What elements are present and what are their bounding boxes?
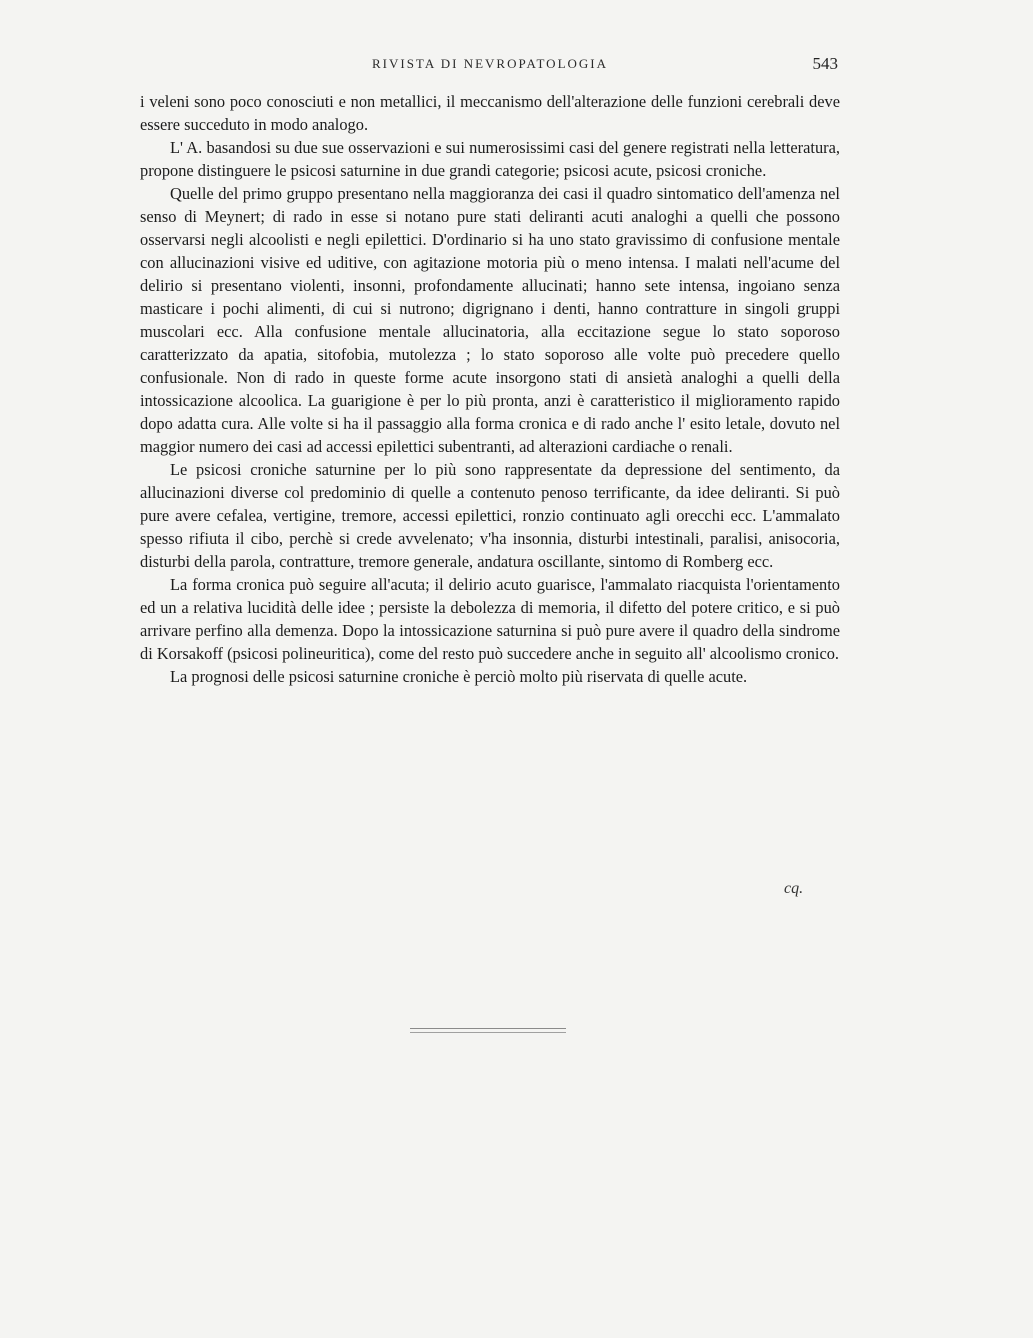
body-text: [140, 90, 840, 688]
divider-line: [410, 1028, 566, 1029]
paragraph: Le psicosi croniche saturnine per lo più sono rappresentate da depressione del sentimento, da allucinazioni diverse col predominio di quelle a contenuto penoso terrificante, da idee deliranti. Si può pure avere cefalea, vertigine, tremore, accessi epilettici, ronzio continuato agli orecchi ecc. L'ammalato spesso rifiuta il cibo, perchè si crede avvelenato; v'ha insonnia, disturbi intestinali, paralisi, anisocoria, disturbi della parola, contratture, tremore generale, andatura oscillante, sintomo di Romberg ecc.: [140, 460, 840, 571]
author-signature: cq.: [784, 880, 804, 897]
paragraph: La prognosi delle psicosi saturnine croniche è perciò molto più riservata di quelle acute.: [170, 667, 748, 686]
page-number: 543: [812, 54, 838, 73]
paragraph: L' A. basandosi su due sue osservazioni e sui numerosissimi casi del genere registrati nella letteratura, propone distinguere le psicosi saturnine in due grandi categorie; psicosi acute, psicosi croniche.: [140, 138, 840, 180]
end-divider: [410, 1028, 566, 1034]
divider-line: [410, 1032, 566, 1033]
running-title: RIVISTA DI NEVROPATOLOGIA: [371, 56, 609, 71]
paragraph: i veleni sono poco conosciuti e non metallici, il meccanismo dell'alterazione delle funzioni cerebrali deve essere succeduto in modo analogo.: [140, 92, 840, 134]
paragraph: Quelle del primo gruppo presentano nella maggioranza dei casi il quadro sintomatico dell'amenza nel senso di Meynert; di rado in esse si notano pure stati deliranti acuti analoghi a quelli che possono osservarsi negli alcoolisti e negli epilettici. D'ordinario si ha uno stato gravissimo di confusione mentale con allucinazioni visive ed uditive, con agitazione motoria più o meno intensa. I malati nell'acume del delirio si presentano violenti, insonni, profondamente allucinati; hanno sete intensa, ingoiano senza masticare i pochi alimenti, di cui si nutrono; digrignano i denti, hanno contratture in singoli gruppi muscolari ecc. Alla confusione mentale allucinatoria, alla eccitazione segue lo stato soporoso caratterizzato da apatia, sitofobia, mutolezza ; lo stato soporoso alle volte può precedere quello confusionale. Non di rado in queste forme acute insorgono stati di ansietà analoghi a quelli della intossicazione alcoolica. La guarigione è per lo più pronta, anzi è caratteristico il miglioramento rapido dopo adatta cura. Alle volte si ha il passaggio alla forma cronica e di rado anche l' esito letale, dovuto nel maggior numero dei casi ad accessi epilettici subentranti, ad alterazioni cardiache o renali.: [140, 184, 840, 456]
running-header: [140, 56, 840, 80]
paragraph: La forma cronica può seguire all'acuta; il delirio acuto guarisce, l'ammalato riacquista l'orientamento ed un a relativa lucidità delle idee ; persiste la debolezza di memoria, il difetto del potere critico, e si può arrivare perfino alla demenza. Dopo la intossicazione saturnina si può pure avere il quadro della sindrome di Korsakoff (psicosi polineuritica), come del resto può succedere anche in seguito all' alcoolismo cronico.: [140, 575, 840, 663]
